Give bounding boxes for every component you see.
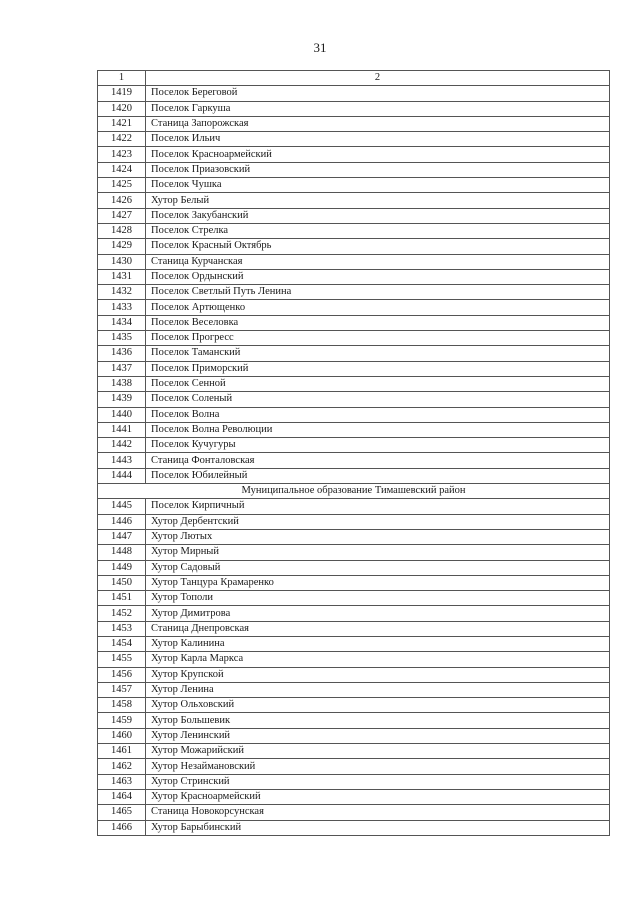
settlement-name-cell: Поселок Красный Октябрь xyxy=(146,239,610,254)
column-header-name: 2 xyxy=(146,71,610,86)
row-number-cell: 1459 xyxy=(98,713,146,728)
row-number-cell: 1435 xyxy=(98,331,146,346)
settlement-table-body xyxy=(98,71,610,836)
settlement-name-cell: Станица Курчанская xyxy=(146,254,610,269)
row-number-cell: 1448 xyxy=(98,545,146,560)
row-number-cell: 1442 xyxy=(98,438,146,453)
settlement-name-cell: Поселок Прогресс xyxy=(146,331,610,346)
settlement-name-cell: Хутор Крупской xyxy=(146,667,610,682)
settlement-name-cell: Хутор Ольховский xyxy=(146,698,610,713)
row-number-cell: 1427 xyxy=(98,208,146,223)
table-row xyxy=(98,744,610,759)
table-row xyxy=(98,713,610,728)
table-row xyxy=(98,759,610,774)
table-row xyxy=(98,361,610,376)
table-header-row xyxy=(98,71,610,86)
settlement-name-cell: Хутор Димитрова xyxy=(146,606,610,621)
table-row xyxy=(98,132,610,147)
row-number-cell: 1419 xyxy=(98,86,146,101)
row-number-cell: 1429 xyxy=(98,239,146,254)
settlement-name-cell: Поселок Закубанский xyxy=(146,208,610,223)
row-number-cell: 1421 xyxy=(98,116,146,131)
settlement-name-cell: Поселок Красноармейский xyxy=(146,147,610,162)
settlement-name-cell: Хутор Калинина xyxy=(146,636,610,651)
settlement-name-cell: Хутор Тополи xyxy=(146,591,610,606)
settlement-name-cell: Поселок Юбилейный xyxy=(146,468,610,483)
table-row xyxy=(98,300,610,315)
table-row xyxy=(98,178,610,193)
table-row xyxy=(98,223,610,238)
settlement-name-cell: Поселок Приморский xyxy=(146,361,610,376)
settlement-name-cell: Поселок Соленый xyxy=(146,392,610,407)
table-row xyxy=(98,285,610,300)
row-number-cell: 1452 xyxy=(98,606,146,621)
row-number-cell: 1446 xyxy=(98,514,146,529)
row-number-cell: 1465 xyxy=(98,805,146,820)
row-number-cell: 1456 xyxy=(98,667,146,682)
row-number-cell: 1424 xyxy=(98,162,146,177)
settlement-name-cell: Хутор Карла Маркса xyxy=(146,652,610,667)
row-number-cell: 1443 xyxy=(98,453,146,468)
table-row xyxy=(98,239,610,254)
settlement-name-cell: Хутор Можарийский xyxy=(146,744,610,759)
settlement-name-cell: Хутор Садовый xyxy=(146,560,610,575)
settlement-name-cell: Поселок Приазовский xyxy=(146,162,610,177)
settlement-name-cell: Поселок Ордынский xyxy=(146,269,610,284)
row-number-cell: 1461 xyxy=(98,744,146,759)
settlement-name-cell: Поселок Артющенко xyxy=(146,300,610,315)
table-row xyxy=(98,575,610,590)
settlement-name-cell: Хутор Дербентский xyxy=(146,514,610,529)
settlement-name-cell: Хутор Ленинский xyxy=(146,728,610,743)
table-row xyxy=(98,376,610,391)
table-row xyxy=(98,591,610,606)
settlement-name-cell: Хутор Стринский xyxy=(146,774,610,789)
row-number-cell: 1433 xyxy=(98,300,146,315)
table-row xyxy=(98,315,610,330)
row-number-cell: 1432 xyxy=(98,285,146,300)
row-number-cell: 1451 xyxy=(98,591,146,606)
row-number-cell: 1436 xyxy=(98,346,146,361)
row-number-cell: 1453 xyxy=(98,621,146,636)
table-row xyxy=(98,682,610,697)
table-row xyxy=(98,346,610,361)
table-row xyxy=(98,545,610,560)
row-number-cell: 1447 xyxy=(98,529,146,544)
table-row xyxy=(98,438,610,453)
row-number-cell: 1463 xyxy=(98,774,146,789)
table-row xyxy=(98,331,610,346)
settlement-name-cell: Хутор Мирный xyxy=(146,545,610,560)
settlement-table xyxy=(97,70,610,836)
table-row xyxy=(98,667,610,682)
table-row xyxy=(98,529,610,544)
settlement-name-cell: Хутор Красноармейский xyxy=(146,789,610,804)
settlement-name-cell: Поселок Ильич xyxy=(146,132,610,147)
section-heading-row xyxy=(98,484,610,499)
column-header-number: 1 xyxy=(98,71,146,86)
table-row xyxy=(98,652,610,667)
row-number-cell: 1466 xyxy=(98,820,146,835)
settlement-name-cell: Хутор Ленина xyxy=(146,682,610,697)
row-number-cell: 1428 xyxy=(98,223,146,238)
row-number-cell: 1449 xyxy=(98,560,146,575)
settlement-name-cell: Поселок Веселовка xyxy=(146,315,610,330)
settlement-name-cell: Станица Новокорсунская xyxy=(146,805,610,820)
row-number-cell: 1462 xyxy=(98,759,146,774)
table-row xyxy=(98,254,610,269)
table-row xyxy=(98,407,610,422)
row-number-cell: 1437 xyxy=(98,361,146,376)
row-number-cell: 1438 xyxy=(98,376,146,391)
row-number-cell: 1454 xyxy=(98,636,146,651)
row-number-cell: 1439 xyxy=(98,392,146,407)
table-row xyxy=(98,606,610,621)
settlement-name-cell: Хутор Незаймановский xyxy=(146,759,610,774)
row-number-cell: 1434 xyxy=(98,315,146,330)
row-number-cell: 1425 xyxy=(98,178,146,193)
row-number-cell: 1458 xyxy=(98,698,146,713)
settlement-name-cell: Поселок Чушка xyxy=(146,178,610,193)
table-row xyxy=(98,116,610,131)
table-row xyxy=(98,269,610,284)
settlement-name-cell: Хутор Большевик xyxy=(146,713,610,728)
settlement-name-cell: Хутор Барыбинский xyxy=(146,820,610,835)
table-row xyxy=(98,162,610,177)
settlement-name-cell: Станица Днепровская xyxy=(146,621,610,636)
row-number-cell: 1444 xyxy=(98,468,146,483)
settlement-name-cell: Поселок Волна xyxy=(146,407,610,422)
table-row xyxy=(98,789,610,804)
section-heading: Муниципальное образование Тимашевский район xyxy=(98,484,610,499)
table-row xyxy=(98,514,610,529)
page-number: 31 xyxy=(313,40,327,55)
table-row xyxy=(98,86,610,101)
settlement-name-cell: Поселок Гаркуша xyxy=(146,101,610,116)
settlement-name-cell: Поселок Береговой xyxy=(146,86,610,101)
table-row xyxy=(98,728,610,743)
settlement-name-cell: Поселок Светлый Путь Ленина xyxy=(146,285,610,300)
row-number-cell: 1426 xyxy=(98,193,146,208)
settlement-name-cell: Хутор Танцура Крамаренко xyxy=(146,575,610,590)
table-row xyxy=(98,774,610,789)
row-number-cell: 1450 xyxy=(98,575,146,590)
table-row xyxy=(98,636,610,651)
settlement-name-cell: Поселок Таманский xyxy=(146,346,610,361)
row-number-cell: 1420 xyxy=(98,101,146,116)
settlement-name-cell: Хутор Лютых xyxy=(146,529,610,544)
table-row xyxy=(98,499,610,514)
table-row xyxy=(98,698,610,713)
row-number-cell: 1441 xyxy=(98,422,146,437)
table-row xyxy=(98,147,610,162)
table-row xyxy=(98,820,610,835)
table-row xyxy=(98,392,610,407)
settlement-name-cell: Поселок Волна Революции xyxy=(146,422,610,437)
table-row xyxy=(98,422,610,437)
table-row xyxy=(98,193,610,208)
settlement-name-cell: Хутор Белый xyxy=(146,193,610,208)
settlement-name-cell: Станица Запорожская xyxy=(146,116,610,131)
table-row xyxy=(98,208,610,223)
row-number-cell: 1430 xyxy=(98,254,146,269)
row-number-cell: 1422 xyxy=(98,132,146,147)
table-row xyxy=(98,468,610,483)
table-row xyxy=(98,621,610,636)
row-number-cell: 1423 xyxy=(98,147,146,162)
table-row xyxy=(98,805,610,820)
row-number-cell: 1440 xyxy=(98,407,146,422)
table-row xyxy=(98,101,610,116)
row-number-cell: 1457 xyxy=(98,682,146,697)
row-number-cell: 1445 xyxy=(98,499,146,514)
table-row xyxy=(98,560,610,575)
table-row xyxy=(98,453,610,468)
row-number-cell: 1431 xyxy=(98,269,146,284)
row-number-cell: 1455 xyxy=(98,652,146,667)
settlement-name-cell: Поселок Кирпичный xyxy=(146,499,610,514)
settlement-name-cell: Поселок Стрелка xyxy=(146,223,610,238)
settlement-name-cell: Поселок Сенной xyxy=(146,376,610,391)
row-number-cell: 1464 xyxy=(98,789,146,804)
settlement-name-cell: Поселок Кучугуры xyxy=(146,438,610,453)
settlement-name-cell: Станица Фонталовская xyxy=(146,453,610,468)
row-number-cell: 1460 xyxy=(98,728,146,743)
